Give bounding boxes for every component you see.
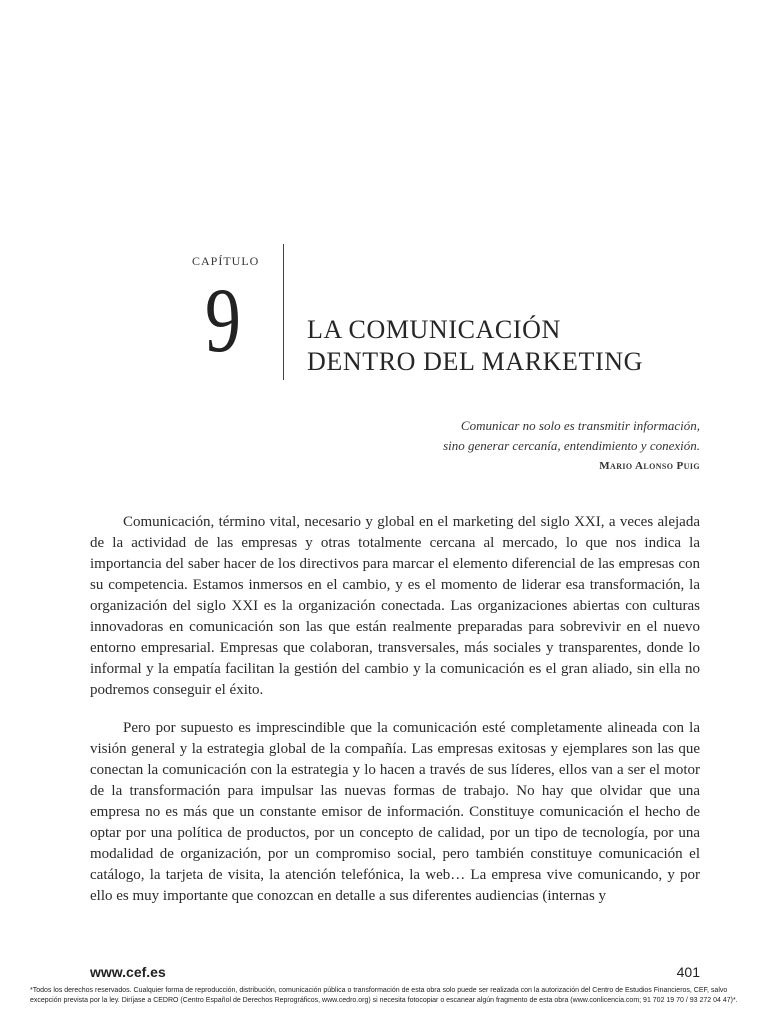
chapter-title-line1: LA COMUNICACIÓN (307, 315, 561, 344)
epigraph-line1: Comunicar no solo es transmitir información, (460, 418, 700, 433)
footer-url[interactable]: www.cef.es (90, 964, 166, 980)
chapter-number: 9 (205, 269, 241, 371)
chapter-title-line2: DENTRO DEL MARKETING (307, 347, 643, 376)
epigraph-line2: sino generar cercanía, entendimiento y conexión. (443, 438, 700, 453)
body-paragraph-2: Pero por supuesto es imprescindible que la comunicación esté completamente alineada con la visión general y la estrategia global de la compañía. Las empresas exitosas y ejemplares son las que conectan la comunicación con la estrategia y lo hacen a través de sus líderes, ellos van a ser el motor de la transformación para impulsar las nuevas formas de trabajo. No hay que olvidar que una empresa no es más que un constante emisor de información. Constituye comunicación el hecho de optar por una política de productos, por un concepto de calidad, por un tipo de tecnología, por una modalidad de organización, por un compromiso social, pero también constituye comunicación el catálogo, la tarjeta de visita, la atención telefónica, la web… La empresa vive comunicando, y por ello es muy importante que conozcan en detalle a sus diferentes audiencias (internas y (90, 720, 700, 904)
chapter-title (307, 314, 727, 378)
legal-notice: *Todos los derechos reservados. Cualquier forma de reproducción, distribución, comunicación pública o transformación de esta obra solo puede ser realizada con la autorización del Centro de Estudios Financieros, CEF, salvo excepción prevista por la ley. Diríjase a CEDRO (Centro Español de Derechos Reprográficos, www.cedro.org) si necesita fotocopiar o escanear algún fragmento de esta obra (www.conlicencia.com; 91 702 19 70 / 93 272 04 47)*. (30, 987, 738, 1004)
page-number: 401 (676, 964, 700, 980)
body-text (90, 512, 700, 924)
chapter-label: CAPÍTULO (192, 254, 260, 268)
body-paragraph-1: Comunicación, término vital, necesario y global en el marketing del siglo XXI, a veces alejada de la actividad de las empresas y otras totalmente cercana al mercado, lo que nos indica la importancia del saber hacer de los directivos para marcar el elemento diferencial de las empresas con su competencia. Estamos inmersos en el cambio, y es el momento de liderar esa transformación, la organización del siglo XXI es la organización conectada. Las organizaciones abiertas con culturas innovadoras en comunicación son las que están realmente preparadas para sobrevivir en el nuevo entorno empresarial. Empresas que colaboran, transversales, más sociales y transparentes, donde lo informal y la empatía facilitan la gestión del cambio y la comunicación es el gran aliado, sin ella no podremos conseguir el éxito. (90, 514, 700, 698)
chapter-divider (283, 244, 284, 380)
epigraph (400, 416, 700, 472)
epigraph-author: Mario Alonso Puig (599, 460, 700, 472)
